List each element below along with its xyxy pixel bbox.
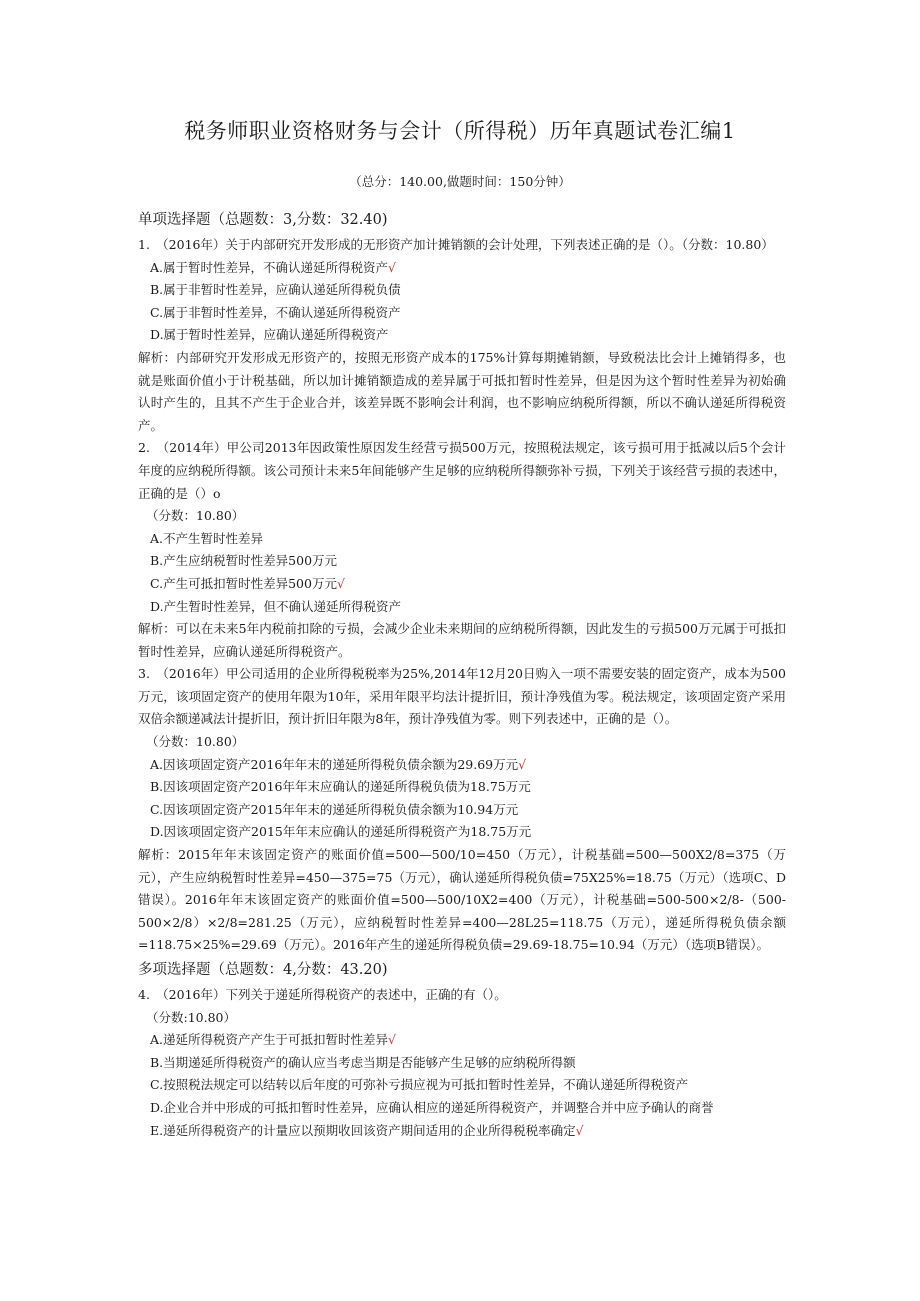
correct-check-icon: √ <box>388 259 396 275</box>
option-text: D.因该项固定资产2015年年末应确认的递延所得税资产为18.75万元 <box>150 824 532 840</box>
option-text: D.产生暂时性差异，但不确认递延所得税资产 <box>150 598 402 614</box>
q2-option-b <box>150 550 786 573</box>
option-text: E.递延所得税资产的计量应以预期收回该资产期间适用的企业所得税税率确定 <box>150 1122 576 1138</box>
q1-option-c <box>150 302 786 325</box>
question-1-text: 1. （2016年）关于内部研究开发形成的无形资产加计摊销额的会计处理，下列表述正确的是（）。（分数：10.80） <box>138 237 774 252</box>
q4-option-c <box>150 1074 786 1097</box>
question-2-text: 2. （2014年）甲公司2013年因政策性原因发生经营亏损500万元，按照税法规定，该亏损可用于抵减以后5个会计年度的应纳税所得额。该公司预计未来5年间能够产生足够的应纳税所得额弥补亏损，下列关于该经营亏损的表述中，正确的是（）o <box>138 440 786 501</box>
option-text: B.产生应纳税暂时性差异500万元 <box>150 553 338 569</box>
option-text: B.当期递延所得税资产的确认应当考虑当期是否能够产生足够的应纳税所得额 <box>150 1054 576 1070</box>
q4-score: （分数:10.80） <box>146 1009 236 1025</box>
question-3-text: 3. （2016年）甲公司适用的企业所得税税率为25%,2014年12月20日购入一项不需要安装的固定资产，成本为500万元，该项固定资产的使用年限为10年，采用年限平均法计提折旧，预计净残值为零。税法规定，该项固定资产采用双倍余额递减法计提折旧，预计折旧年限为8年，预计净残值为零。则下列表述中，正确的是（）。 <box>138 666 786 727</box>
q4-option-b <box>150 1052 786 1075</box>
section-heading-multi: 多项选择题（总题数：4,分数：43.20) <box>138 962 388 978</box>
q3-score: （分数：10.80） <box>146 734 245 750</box>
q2-option-a <box>150 528 786 551</box>
q4-option-e <box>150 1120 786 1143</box>
section-heading-single: 单项选择题（总题数：3,分数：32.40) <box>138 212 388 228</box>
q3-option-c <box>150 799 786 822</box>
option-text: C.因该项固定资产2015年年末的递延所得税负债余额为10.94万元 <box>150 801 519 817</box>
q1-explanation: 解析：内部研究开发形成无形资产的，按照无形资产成本的175%计算每期摊销额，导致税法比会计上摊销得多，也就是账面价值小于计税基础，所以加计摊销额造成的差异属于可抵扣暂时性差异，但是因为这个暂时性差异为初始确认时产生的，且其不产生于企业合并，该差异既不影响会计利润，也不影响应纳税所得额，所以不确认递延所得税资产。 <box>138 349 786 433</box>
option-text: C.产生可抵扣暂时性差异500万元 <box>150 575 337 591</box>
option-text: D.属于暂时性差异，应确认递延所得税资产 <box>150 327 389 343</box>
q2-explanation: 解析：可以在未来5年内税前扣除的亏损，会减少企业未来期间的应纳税所得额，因此发生的亏损500万元属于可抵扣暂时性差异，应确认递延所得税资产。 <box>138 621 786 659</box>
option-text: D.企业合并中形成的可抵扣暂时性差异，应确认相应的递延所得税资产，并调整合并中应予确认的商誉 <box>150 1099 714 1115</box>
question-4-text: 4. （2016年）下列关于递延所得税资产的表述中，正确的有（）。 <box>138 987 507 1002</box>
correct-check-icon: √ <box>518 756 527 772</box>
option-text: C.属于非暂时性差异，不确认递延所得税资产 <box>150 304 401 320</box>
option-text: A.属于暂时性差异，不确认递延所得税资产 <box>150 259 389 275</box>
q1-option-d <box>150 324 786 347</box>
option-text: B.属于非暂时性差异，应确认递延所得税负债 <box>150 282 401 298</box>
document-subtitle: （总分：140.00,做题时间：150分钟） <box>349 174 571 189</box>
q1-option-b <box>150 279 786 302</box>
q3-option-b <box>150 776 786 799</box>
q3-option-a <box>150 754 786 777</box>
q2-option-d <box>150 596 786 619</box>
q2-score: （分数：10.80） <box>146 508 245 524</box>
option-text: A.因该项固定资产2016年年末的递延所得税负债余额为29.69万元 <box>150 756 519 772</box>
q1-option-a <box>150 257 786 280</box>
q3-option-d <box>150 821 786 844</box>
q4-option-d <box>150 1097 786 1120</box>
document-title: 税务师职业资格财务与会计（所得税）历年真题试卷汇编1 <box>184 119 736 143</box>
q4-option-a <box>150 1029 786 1052</box>
correct-check-icon: √ <box>575 1122 584 1138</box>
document-body <box>138 207 786 1142</box>
option-text: B.因该项固定资产2016年年末应确认的递延所得税负债为18.75万元 <box>150 779 531 795</box>
option-text: C.按照税法规定可以结转以后年度的可弥补亏损应视为可抵扣暂时性差异，不确认递延所得税资产 <box>150 1077 689 1093</box>
option-text: A.递延所得税资产产生于可抵扣暂时性差异 <box>150 1032 389 1048</box>
q2-option-c <box>150 573 786 596</box>
option-text: A.不产生暂时性差异 <box>150 530 264 546</box>
correct-check-icon: √ <box>388 1032 396 1048</box>
q3-explanation: 解析：2015年年末该固定资产的账面价值=500—500/10=450（万元），计税基础=500—500X2/8=375（万元），产生应纳税暂时性差异=450—375=75（万元），确认递延所得税负债=75X25%=18.75（万元）（选项C、D错误）。2016年年末该固定资产的账面价值=500—500/10X2=400（万元），计税基础=500-500×2/8-（500-500×2/8）×2/8=281.25（万元），应纳税暂时性差异=400—28L25=118.75（万元），递延所得税负债余额=118.75×25%=29.69（万元）。2016年产生的递延所得税负债=29.69-18.75=10.94（万元）（选项B错误）。 <box>138 847 786 953</box>
correct-check-icon: √ <box>336 575 345 591</box>
